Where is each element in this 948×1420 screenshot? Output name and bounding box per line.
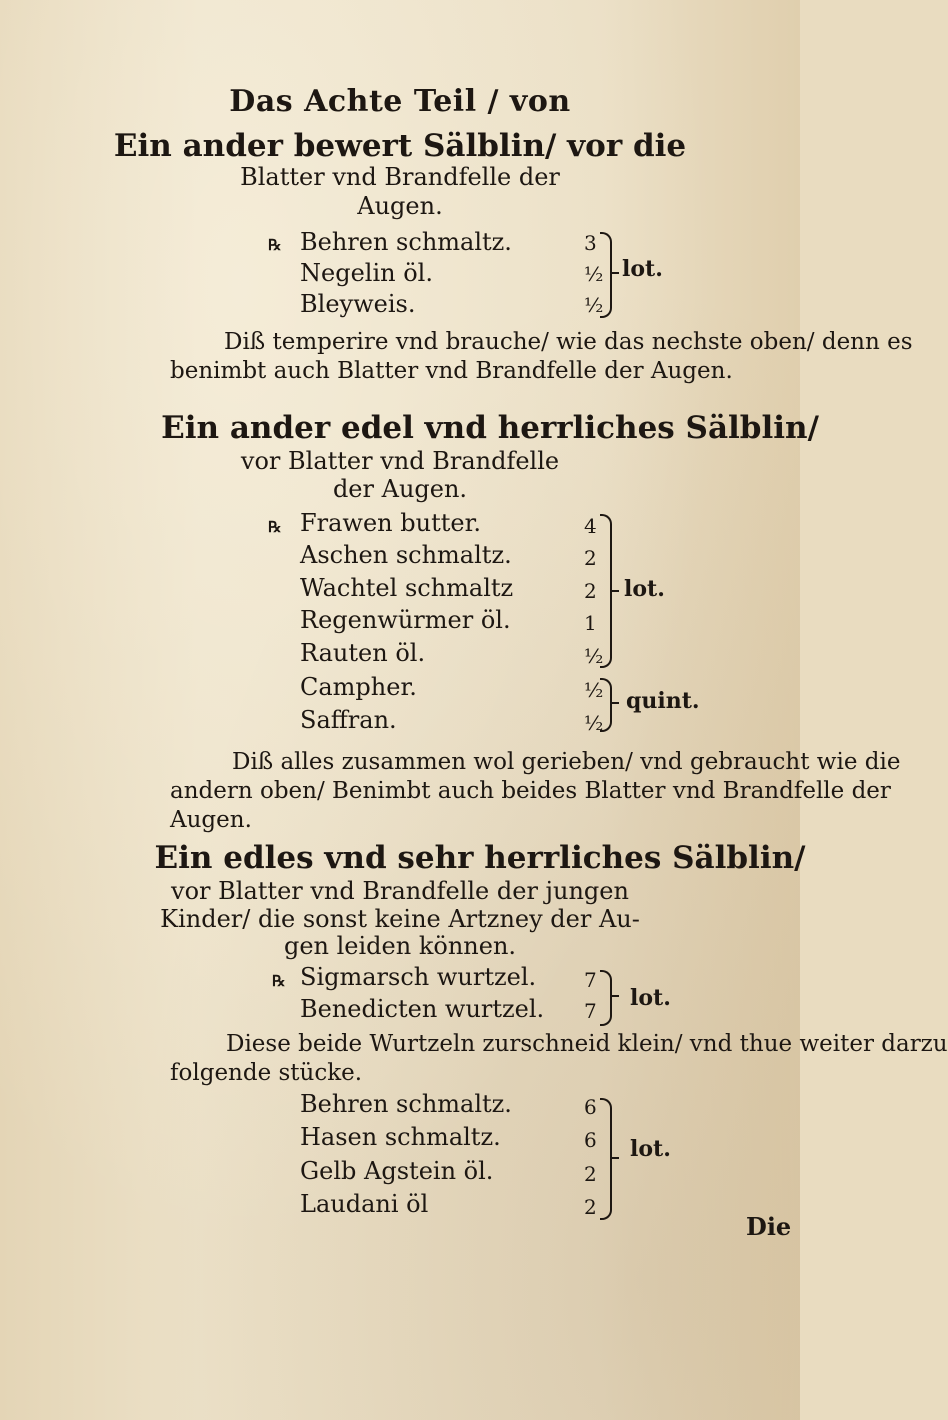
root-quantity: 7 (584, 968, 597, 992)
ingredient-name: Gelb Agstein öl. (300, 1157, 494, 1185)
unit-label: lot. (624, 576, 665, 602)
unit-label: lot. (630, 985, 671, 1011)
ingredient-name: Rauten öl. (300, 639, 426, 667)
unit-label: lot. (622, 256, 663, 282)
recipe3-subtitle: gen leiden können. (283, 932, 517, 960)
ingredient-quantity: 2 (584, 546, 597, 570)
catchword: Die (746, 1212, 792, 1241)
unit-label: quint. (626, 688, 700, 714)
ingredient-quantity: 6 (584, 1095, 597, 1119)
instruction-text: Diß alles zusammen wol gerieben/ vnd gebraucht wie die (232, 749, 901, 775)
rx-symbol: ℞ (268, 236, 282, 254)
ingredient-name: Negelin öl. (300, 259, 433, 287)
recipe3-title: Ein edles vnd sehr herrliches Sälblin/ (154, 840, 806, 876)
ingredient-quantity: ½ (584, 644, 604, 668)
bracket-point (611, 272, 619, 274)
unit-label: lot. (630, 1136, 671, 1162)
instruction-text: folgende stücke. (170, 1060, 363, 1086)
ingredient-name: Laudani öl (300, 1190, 429, 1218)
recipe1-title: Ein ander bewert Sälblin/ vor die (113, 128, 687, 164)
recipe1-subtitle: Augen. (357, 192, 443, 220)
instruction-text: Augen. (170, 807, 252, 833)
bracket-point (611, 590, 619, 592)
ingredient-name: Saffran. (300, 706, 397, 734)
bracket (600, 1098, 612, 1220)
bracket (600, 232, 612, 318)
bracket-point (611, 702, 619, 704)
ingredient-name: Frawen butter. (300, 509, 482, 537)
ingredient-quantity: 2 (584, 1162, 597, 1186)
instruction-text: Diß temperire vnd brauche/ wie das nechste oben/ denn es (224, 329, 913, 355)
bracket (600, 970, 612, 1026)
ingredient-quantity: 2 (584, 1195, 597, 1219)
ingredient-quantity: 4 (584, 514, 597, 538)
recipe2-title: Ein ander edel vnd herrliches Sälblin/ (161, 410, 819, 446)
ingredient-quantity: ½ (584, 293, 604, 317)
ingredient-name: Bleyweis. (300, 290, 416, 318)
ingredient-name: Regenwürmer öl. (300, 606, 511, 634)
ingredient-name: Campher. (300, 673, 417, 701)
ingredient-quantity: 6 (584, 1128, 597, 1152)
recipe1-subtitle: Blatter vnd Brandfelle der (240, 163, 560, 191)
ingredient-name: Hasen schmaltz. (300, 1123, 501, 1151)
bracket-point (611, 1157, 619, 1159)
ingredient-name: Aschen schmaltz. (300, 541, 512, 569)
recipe2-subtitle: der Augen. (332, 475, 468, 503)
instruction-text: andern oben/ Benimbt auch beides Blatter vnd Brandfelle der (170, 778, 891, 804)
ingredient-quantity: 2 (584, 579, 597, 603)
ingredient-name: Wachtel schmaltz (300, 574, 514, 602)
root-name: Benedicten wurtzel. (300, 995, 545, 1023)
bracket-point (611, 995, 619, 997)
ingredient-quantity: ½ (584, 711, 604, 735)
recipe3-subtitle: Kinder/ die sonst keine Artzney der Au- (160, 905, 640, 933)
ingredient-quantity: ½ (584, 678, 604, 702)
instruction-text: Diese beide Wurtzeln zurschneid klein/ vnd thue weiter darzu (226, 1031, 948, 1057)
recipe2-subtitle: vor Blatter vnd Brandfelle (240, 447, 560, 475)
recipe3-subtitle: vor Blatter vnd Brandfelle der jungen (171, 877, 629, 905)
root-name: Sigmarsch wurtzel. (300, 963, 537, 991)
ingredient-quantity: ½ (584, 262, 604, 286)
ingredient-quantity: 1 (584, 611, 597, 635)
ingredient-name: Behren schmaltz. (300, 228, 512, 256)
instruction-text: benimbt auch Blatter vnd Brandfelle der Augen. (170, 358, 733, 384)
rx-symbol: ℞ (272, 972, 286, 990)
rx-symbol: ℞ (268, 518, 282, 536)
root-quantity: 7 (584, 999, 597, 1023)
ingredient-quantity: 3 (584, 231, 597, 255)
ingredient-name: Behren schmaltz. (300, 1090, 512, 1118)
running-head: Das Achte Teil / von (229, 84, 571, 119)
bracket (600, 678, 612, 732)
